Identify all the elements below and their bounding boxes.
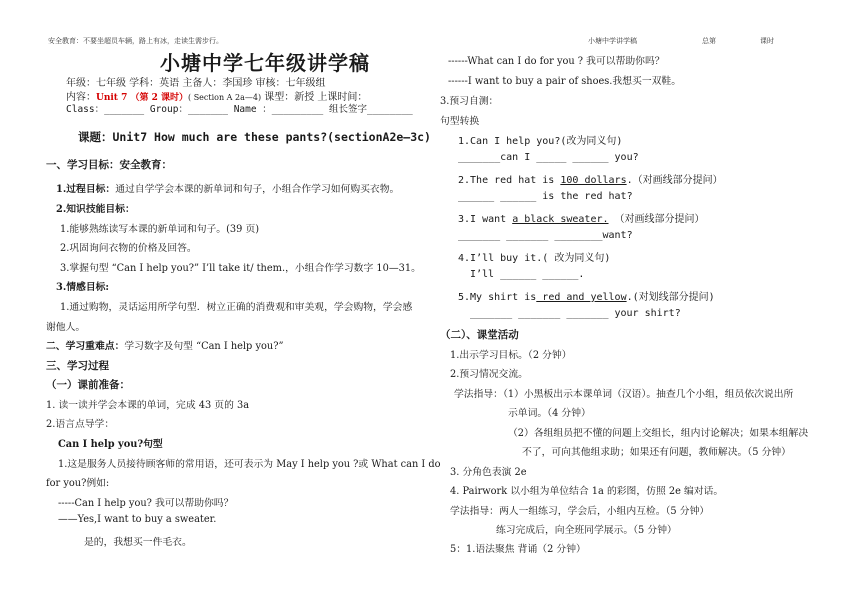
question-5-prefix: 5.My shirt is [458, 292, 537, 303]
activity-guide-3-cont: 练习完成后，向全班同学展示。（5 分钟） [496, 525, 677, 536]
lesson-subject: 课题：Unit7 How much are these pants?(sectionA2e—3c) [78, 130, 431, 144]
safety-note: 安全教育：不要坐超员车辆，路上有冰，走读生需步行。 [48, 37, 223, 45]
activity-guide-1-cont: 示单词。（4 分钟） [508, 408, 591, 419]
question-5 [458, 288, 715, 303]
prep-1: 1. 读一读并学会本课的单词，完成 43 页的 3a [46, 400, 250, 411]
school-label: 小塘中学讲学稿 [588, 37, 637, 45]
page-title: 小塘中学七年级讲学稿 [160, 51, 370, 75]
section-2-text: 学习数字及句型 “Can I help you?” [124, 341, 284, 352]
section-1-title: 一、学习目标：安全教育： [46, 159, 172, 171]
prep-4: 1.这是服务人员接待顾客师的常用语，还可表示为 May I help you ?或 What can I do [58, 459, 441, 470]
right-line-4: 句型转换 [440, 116, 480, 127]
question-1: 1.Can I help you?(改为同义句) [458, 136, 623, 147]
activity-guide-2: （2）各组组员把不懂的问题上交组长，组内讨论解决；如果本组解决 [508, 428, 809, 439]
meta-type: 课型：新授 上课时间： [261, 92, 368, 103]
section-2-label: 二、学习重难点： [46, 341, 125, 352]
question-2-underlined: 100 dollars [560, 175, 627, 186]
prep-3: Can I help you?句型 [58, 439, 163, 450]
activity-guide-1: 学法指导：（1）小黑板出示本课单词（汉语）。抽查几个小组，组员依次说出所 [454, 389, 794, 400]
goal-1-text: 通过自学学会本课的新单词和句子，小组合作学习如何购买衣物。 [115, 184, 400, 195]
question-2-prefix: 2.The red hat is [458, 175, 561, 186]
goal-3-item-1: 1.通过购物，灵话运用所学句型．树立正确的消费观和审美观，学会购物，学会感 [60, 302, 413, 313]
total-label: 总第 [702, 37, 716, 45]
right-line-3: 3.预习自测： [440, 96, 499, 107]
goal-1-label: 1.过程目标： [56, 184, 116, 195]
goal-3-item-1-cont: 谢他人。 [46, 322, 86, 333]
activity-2: 2.预习情况交流。 [450, 369, 528, 380]
question-4: 4.I’ll buy it.( 改为同义句) [458, 253, 611, 264]
question-3 [458, 210, 705, 225]
question-2-suffix: .（对画线部分提问） [626, 175, 723, 186]
prep-2: 2.语言点导学： [46, 419, 115, 430]
question-2 [458, 171, 723, 186]
prep-6: -----Can I help you? 我可以帮助你吗？ [58, 498, 234, 509]
question-5-answer: _______ _______ _______ your shirt? [470, 308, 681, 319]
question-3-answer: _______ _______ ________want? [458, 230, 633, 241]
question-3-prefix: 3.I want [458, 214, 513, 225]
goal-2-item-1: 1.能够熟练读写本课的新单词和句子。(39 页) [60, 224, 260, 235]
activity-1: 1.出示学习目标。（2 分钟） [450, 350, 572, 361]
right-line-2: ------I want to buy a pair of shoes.我想买一双鞋。 [448, 76, 682, 87]
question-3-suffix: （对画线部分提问） [608, 214, 705, 225]
prep-8: 是的，我想买一件毛衣。 [84, 537, 192, 548]
activity-5: 5：1.语法聚焦 背诵（2 分钟） [450, 544, 586, 555]
activity-guide-2-cont: 不了，可向其他组求助；如果还有问题，教师解决。（5 分钟） [522, 447, 791, 458]
meta-content-label: 内容： [66, 92, 96, 103]
goal-2-label: 2.知识技能目标： [56, 204, 135, 215]
question-5-underlined: red and yellow [536, 292, 627, 303]
meta-line-1: 年级：七年级 学科：英语 主备人：李国珍 审核：七年级组 [66, 78, 326, 89]
meta-unit: Unit 7 （第 2 课时） [96, 93, 189, 103]
prep-5: for you?例如: [46, 478, 110, 489]
question-1-answer: _______can I _____ ______ you? [458, 152, 639, 163]
goal-2-item-2: 2.巩固询问衣物的价格及回答。 [60, 243, 197, 254]
meta-section: ( Section A 2a—4) [188, 93, 262, 102]
meta-line-3: Class：_______ Group：_______ Name ：_________ 组长签字________ [66, 104, 413, 115]
activity-3: 3. 分角色表演 2e [450, 467, 527, 478]
section-2 [46, 338, 283, 352]
goal-2-item-3: 3.掌握句型 “Can I help you?” I’ll take it/ them.，小组合作学习数字 10—31。 [60, 263, 421, 274]
prep-7: ——Yes,I want to buy a sweater. [58, 514, 217, 525]
question-5-suffix: .(对划线部分提问) [626, 292, 715, 303]
question-4-answer: I’ll ______ ______. [470, 269, 585, 280]
right-line-1: ------What can I do for you ? 我可以帮助你吗？ [448, 56, 665, 67]
goal-3-label: 3.情感目标: [56, 282, 110, 293]
section-3-1-title: （一）课前准备： [46, 379, 130, 391]
question-2-answer: ______ ______ is the red hat? [458, 191, 633, 202]
section-3-title: 三、学习过程 [46, 360, 109, 372]
question-3-underlined: a black sweater. [512, 214, 609, 225]
goal-1 [56, 181, 399, 195]
activity-section-title: （二）、课堂活动 [440, 329, 519, 341]
lesson-label: 课时 [760, 37, 774, 45]
activity-4: 4. Pairwork 以小组为单位结合 1a 的彩图，仿照 2e 编对话。 [450, 486, 724, 497]
activity-guide-3: 学法指导：两人一组练习，学会后，小组内互检。（5 分钟） [450, 506, 710, 517]
